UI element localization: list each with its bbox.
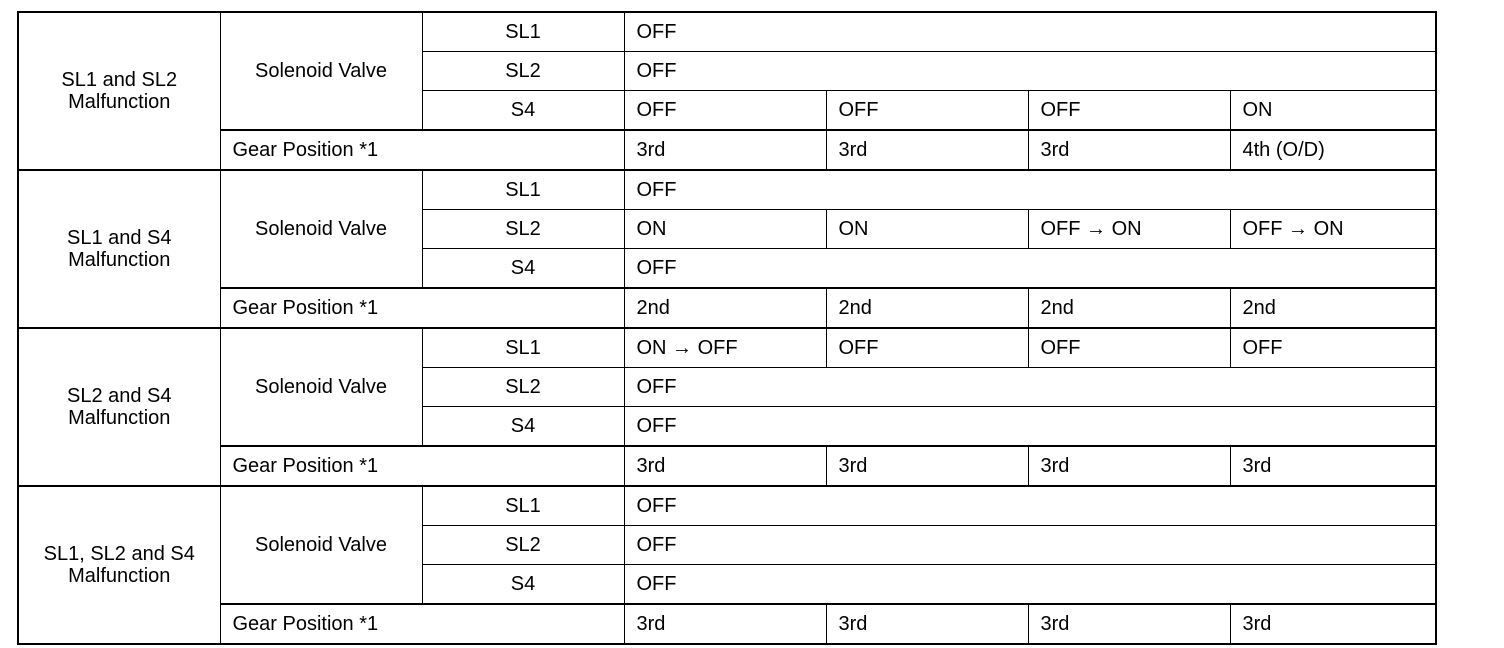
gear-position-cell: 3rd [1230,604,1436,644]
malfunction-case-cell [18,170,220,328]
solenoid-valve-label: Solenoid Valve [220,486,422,604]
malfunction-case-subtitle: Malfunction [68,407,171,429]
solenoid-state-cell: ON [1230,91,1436,131]
solenoid-name-cell: SL1 [422,328,624,368]
gear-position-cell: 3rd [1028,446,1230,486]
solenoid-name-cell: S4 [422,249,624,289]
solenoid-name-cell: SL1 [422,170,624,210]
solenoid-name-cell: SL2 [422,526,624,565]
solenoid-name-cell: SL1 [422,486,624,526]
solenoid-state-cell: OFF [624,12,1436,52]
solenoid-state-cell: OFF → ON [1230,210,1436,249]
solenoid-name-cell: SL1 [422,12,624,52]
malfunction-case-title: SL1 and S4 [66,227,172,249]
solenoid-state-cell: OFF [1230,328,1436,368]
gear-position-cell: 3rd [1028,604,1230,644]
solenoid-state-cell: OFF [1028,328,1230,368]
malfunction-case-title: SL1 and SL2 [61,69,178,91]
table-row [18,486,1436,526]
gear-position-row [18,288,1436,328]
gear-position-cell: 3rd [624,130,826,170]
gear-position-label: Gear Position *1 [220,446,624,486]
gear-position-cell: 2nd [1230,288,1436,328]
gear-position-row [18,130,1436,170]
gear-position-label: Gear Position *1 [220,130,624,170]
solenoid-valve-label: Solenoid Valve [220,170,422,288]
malfunction-case-title: SL1, SL2 and S4 [43,543,195,565]
gear-position-cell: 3rd [1028,130,1230,170]
solenoid-state-cell: OFF [624,91,826,131]
malfunction-case-subtitle: Malfunction [68,91,171,113]
solenoid-state-cell: OFF [624,565,1436,605]
table-row [18,170,1436,210]
gear-position-cell: 2nd [1028,288,1230,328]
solenoid-name-cell: SL2 [422,368,624,407]
solenoid-state-cell: OFF [624,526,1436,565]
malfunction-case-title: SL2 and S4 [66,385,172,407]
gear-position-cell: 3rd [624,446,826,486]
malfunction-case-subtitle: Malfunction [68,249,171,271]
solenoid-name-cell: SL2 [422,52,624,91]
gear-position-row [18,604,1436,644]
malfunction-case-subtitle: Malfunction [68,565,171,587]
gear-position-cell: 2nd [624,288,826,328]
solenoid-state-cell: OFF → ON [1028,210,1230,249]
solenoid-state-cell: OFF [624,486,1436,526]
solenoid-state-cell: ON [624,210,826,249]
solenoid-state-cell: OFF [826,91,1028,131]
malfunction-case-cell [18,12,220,170]
solenoid-state-cell: OFF [624,52,1436,91]
solenoid-valve-label: Solenoid Valve [220,328,422,446]
gear-position-cell: 4th (O/D) [1230,130,1436,170]
solenoid-name-cell: S4 [422,407,624,447]
gear-position-row [18,446,1436,486]
malfunction-table [17,11,1437,645]
gear-position-label: Gear Position *1 [220,604,624,644]
solenoid-state-cell: OFF [624,368,1436,407]
solenoid-name-cell: S4 [422,91,624,131]
solenoid-name-cell: S4 [422,565,624,605]
malfunction-case-cell [18,328,220,486]
solenoid-valve-label: Solenoid Valve [220,12,422,130]
gear-position-cell: 2nd [826,288,1028,328]
solenoid-state-cell: OFF [624,170,1436,210]
solenoid-state-cell: ON [826,210,1028,249]
solenoid-state-cell: OFF [1028,91,1230,131]
gear-position-cell: 3rd [1230,446,1436,486]
gear-position-cell: 3rd [826,446,1028,486]
gear-position-label: Gear Position *1 [220,288,624,328]
solenoid-state-cell: OFF [826,328,1028,368]
solenoid-name-cell: SL2 [422,210,624,249]
malfunction-case-cell [18,486,220,644]
gear-position-cell: 3rd [624,604,826,644]
table-row [18,12,1436,52]
solenoid-state-cell: OFF [624,249,1436,289]
table-body [18,12,1436,644]
solenoid-state-cell: ON → OFF [624,328,826,368]
gear-position-cell: 3rd [826,604,1028,644]
gear-position-cell: 3rd [826,130,1028,170]
table-row [18,328,1436,368]
solenoid-state-cell: OFF [624,407,1436,447]
